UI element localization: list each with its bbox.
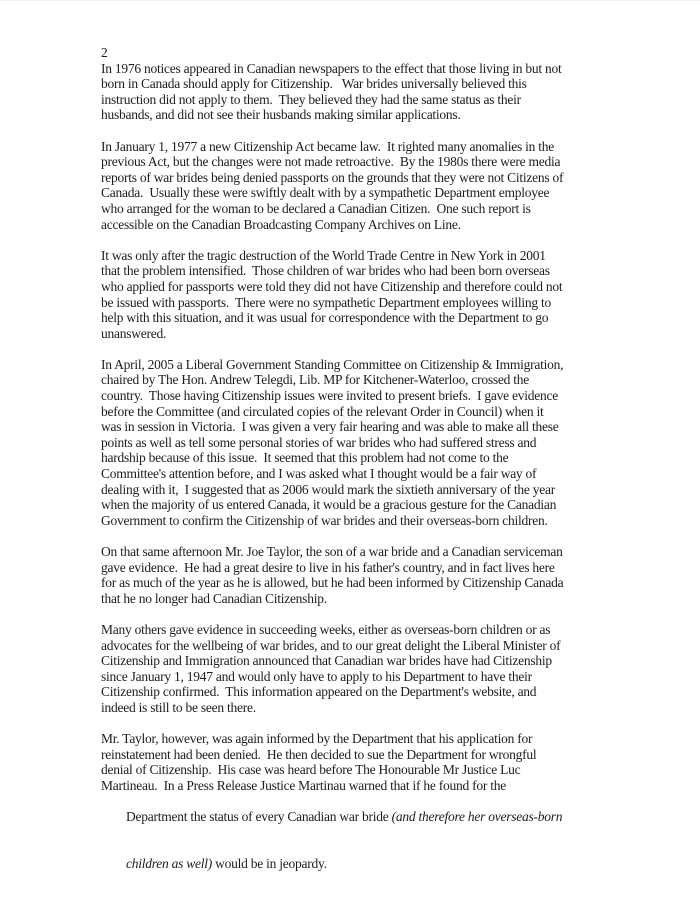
text-line: chaired by The Hon. Andrew Telegdi, Lib. MP for Kitchener-Waterloo, crossed the: [101, 372, 529, 388]
text-line: since January 1, 1947 and would only have to apply to his Department to have their: [101, 668, 532, 684]
text-line: reports of war brides being denied passports on the grounds that they were not Citizens of: [101, 169, 564, 185]
text-line: instruction did not apply to them. They believed they had the same status as their: [101, 91, 521, 107]
text-line: unanswered.: [101, 325, 167, 341]
document-content: [0, 1, 700, 887]
text-line: husbands, and did not see their husbands making similar applications.: [101, 107, 461, 123]
text-line: Many others gave evidence in succeeding weeks, either as overseas-born children or as: [101, 621, 551, 637]
text-line: born in Canada should apply for Citizenship. War brides universally believed this: [101, 76, 527, 92]
text-line: denial of Citizenship. His case was heard before The Honourable Mr Justice Luc: [101, 762, 521, 778]
text-line: points as well as tell some personal stories of war brides who had suffered stress and: [101, 434, 537, 450]
text-line: In 1976 notices appeared in Canadian newspapers to the effect that those living in but not: [101, 60, 562, 76]
text-line: when the majority of us entered Canada, it would be a gracious gesture for the Canadian: [101, 497, 557, 513]
text-line: country. Those having Citizenship issues were invited to present briefs. I gave evidence: [101, 388, 558, 404]
text-line: hardship because of this issue. It seemed that this problem had not come to the: [101, 450, 509, 466]
text-line: who applied for passports were told they did not have Citizenship and therefore could not: [101, 278, 563, 294]
text-line: previous Act, but the changes were not made retroactive. By the 1980s there were media: [101, 154, 561, 170]
text-line: Citizenship and Immigration announced that Canadian war brides have had Citizenship: [101, 653, 552, 669]
paragraph-4: [101, 357, 612, 529]
text-segment: Department the status of every Canadian war bride: [126, 809, 392, 825]
text-line: was in session in Victoria. I was given a very fair hearing and was able to make all these: [101, 419, 559, 435]
text-line: In April, 2005 a Liberal Government Standing Committee on Citizenship & Immigration,: [101, 356, 564, 372]
paragraph-7: [101, 731, 612, 887]
text-line: for as much of the year as he is allowed, but he had been informed by Citizenship Canada: [101, 575, 564, 591]
text-line: be issued with passports. There were no sympathetic Department employees willing to: [101, 294, 552, 310]
text-line: help with this situation, and it was usual for correspondence with the Department to go: [101, 310, 549, 326]
text-line: [101, 840, 612, 887]
paragraph-5: [101, 544, 612, 606]
text-line: before the Committee (and circulated copies of the relevant Order in Council) when it: [101, 403, 544, 419]
text-line: accessible on the Canadian Broadcasting Company Archives on Line.: [101, 216, 461, 232]
text-segment-italic: children as well): [126, 855, 212, 871]
text-line: dealing with it, I suggested that as 2006 would mark the sixtieth anniversary of the year: [101, 481, 556, 497]
text-segment: would be in jeopardy.: [212, 855, 327, 871]
text-line: Canada. Usually these were swiftly dealt with by a sympathetic Department employee: [101, 185, 550, 201]
paragraph-1: [101, 61, 612, 123]
text-line: gave evidence. He had a great desire to live in his father's country, and in fact lives here: [101, 559, 555, 575]
text-line: that the problem intensified. Those children of war brides who had been born overseas: [101, 263, 550, 279]
text-line: Government to confirm the Citizenship of war brides and their overseas-born children.: [101, 512, 548, 528]
text-line: Committee's attention before, and I was asked what I thought would be a fair way of: [101, 466, 537, 482]
text-segment-italic: (and therefore her overseas-born: [391, 809, 563, 825]
text-line: [101, 794, 612, 841]
text-line: who arranged for the woman to be declared a Canadian Citizen. One such report is: [101, 200, 531, 216]
text-line: In January 1, 1977 a new Citizenship Act became law. It righted many anomalies in the: [101, 138, 554, 154]
paragraph-3: [101, 248, 612, 342]
text-line: On that same afternoon Mr. Joe Taylor, the son of a war bride and a Canadian serviceman: [101, 544, 563, 559]
text-line: advocates for the wellbeing of war brides, and to our great delight the Liberal Minister of: [101, 637, 561, 653]
text-line: It was only after the tragic destruction of the World Trade Centre in New York in 2001: [101, 247, 546, 263]
text-line: Citizenship confirmed. This information appeared on the Department's website, and: [101, 684, 537, 700]
paragraph-6: [101, 622, 612, 716]
text-line: reinstatement had been denied. He then decided to sue the Department for wrongful: [101, 746, 537, 762]
text-line: indeed is still to be seen there.: [101, 699, 256, 715]
text-line: Mr. Taylor, however, was again informed by the Department that his application for: [101, 731, 533, 747]
text-line: Martineau. In a Press Release Justice Martinau warned that if he found for the: [101, 777, 506, 793]
text-line: that he no longer had Canadian Citizenship.: [101, 590, 327, 606]
page-number: 2: [101, 45, 108, 60]
paragraph-2: [101, 139, 612, 233]
